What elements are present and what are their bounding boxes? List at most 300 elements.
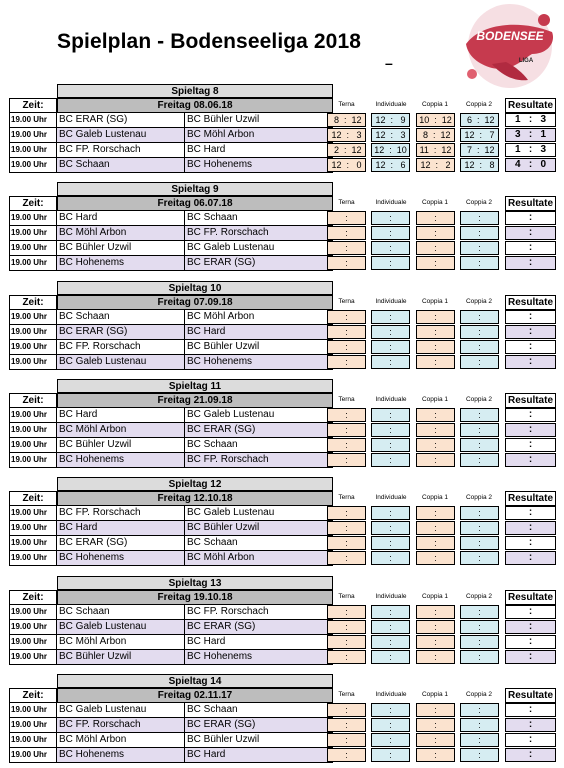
result-score[interactable]: :	[505, 635, 556, 649]
home-team: BC FP. Rorschach	[57, 143, 185, 158]
coppia1-score[interactable]: :	[416, 340, 455, 354]
game-row	[0, 158, 564, 173]
coppia2-score[interactable]: :	[460, 423, 499, 437]
home-team: BC Schaan	[57, 310, 185, 325]
coppia1-score[interactable]: :	[416, 748, 455, 762]
individuale-score[interactable]: :	[371, 506, 410, 520]
game-time: 19.00 Uhr	[9, 453, 57, 468]
home-team: BC Schaan	[57, 605, 185, 620]
game-row	[0, 241, 564, 256]
coppia1-score[interactable]: 12 : 2	[416, 158, 455, 172]
spieltag-header: Spieltag 10	[57, 281, 333, 295]
zeit-header: Zeit:	[9, 393, 57, 408]
coppia1-score[interactable]: :	[416, 256, 455, 270]
terna-score[interactable]: :	[327, 521, 366, 535]
resultate-header: Resultate	[505, 98, 556, 113]
terna-header: Terna	[338, 396, 355, 403]
result-score[interactable]: :	[505, 620, 556, 634]
resultate-header: Resultate	[505, 491, 556, 506]
coppia1-header: Coppia 1	[421, 691, 449, 698]
coppia2-score[interactable]: :	[460, 703, 499, 717]
coppia2-score[interactable]: :	[460, 325, 499, 339]
date-header: Freitag 19.10.18	[57, 590, 333, 605]
game-row	[0, 226, 564, 241]
coppia2-score[interactable]: :	[460, 241, 499, 255]
away-team: BC Möhl Arbon	[185, 551, 333, 566]
home-team: BC Bühler Uzwil	[57, 438, 185, 453]
coppia1-score[interactable]: :	[416, 551, 455, 565]
game-time: 19.00 Uhr	[9, 355, 57, 370]
title-dash: –	[385, 55, 393, 71]
coppia2-score[interactable]: :	[460, 408, 499, 422]
game-row	[0, 635, 564, 650]
game-row	[0, 128, 564, 143]
matchday-block	[0, 281, 564, 375]
coppia1-score[interactable]: :	[416, 226, 455, 240]
home-team: BC FP. Rorschach	[57, 340, 185, 355]
result-score[interactable]: :	[505, 340, 556, 354]
home-team: BC Bühler Uzwil	[57, 650, 185, 665]
individuale-header: Individuale	[375, 494, 407, 501]
coppia1-header: Coppia 1	[421, 101, 449, 108]
away-team: BC Hohenems	[185, 650, 333, 665]
resultate-header: Resultate	[505, 196, 556, 211]
home-team: BC Hard	[57, 521, 185, 536]
terna-score[interactable]: :	[327, 506, 366, 520]
date-header: Freitag 02.11.17	[57, 688, 333, 703]
zeit-header: Zeit:	[9, 295, 57, 310]
away-team: BC Hard	[185, 325, 333, 340]
terna-score[interactable]: :	[327, 211, 366, 225]
individuale-score[interactable]: :	[371, 718, 410, 732]
individuale-header: Individuale	[375, 199, 407, 206]
game-time: 19.00 Uhr	[9, 325, 57, 340]
game-time: 19.00 Uhr	[9, 113, 57, 128]
individuale-score[interactable]: :	[371, 408, 410, 422]
result-score[interactable]: 3 : 1	[505, 128, 556, 142]
result-score[interactable]: :	[505, 536, 556, 550]
home-team: BC Galeb Lustenau	[57, 355, 185, 370]
terna-score[interactable]: :	[327, 453, 366, 467]
individuale-score[interactable]: :	[371, 635, 410, 649]
coppia2-score[interactable]: 12 : 8	[460, 158, 499, 172]
individuale-score[interactable]: :	[371, 620, 410, 634]
game-row	[0, 408, 564, 423]
date-header: Freitag 06.07.18	[57, 196, 333, 211]
individuale-score[interactable]: :	[371, 605, 410, 619]
coppia1-score[interactable]: :	[416, 620, 455, 634]
coppia1-score[interactable]: :	[416, 605, 455, 619]
result-score[interactable]: :	[505, 718, 556, 732]
coppia1-score[interactable]: :	[416, 453, 455, 467]
terna-header: Terna	[338, 101, 355, 108]
coppia2-header: Coppia 2	[465, 396, 493, 403]
terna-score[interactable]: :	[327, 226, 366, 240]
terna-score[interactable]: :	[327, 340, 366, 354]
individuale-score[interactable]: :	[371, 703, 410, 717]
terna-score[interactable]: :	[327, 355, 366, 369]
game-time: 19.00 Uhr	[9, 226, 57, 241]
home-team: BC Hohenems	[57, 256, 185, 271]
home-team: BC Hohenems	[57, 748, 185, 763]
individuale-score[interactable]: :	[371, 355, 410, 369]
away-team: BC Schaan	[185, 703, 333, 718]
game-row	[0, 256, 564, 271]
home-team: BC Hohenems	[57, 453, 185, 468]
coppia1-score[interactable]: :	[416, 703, 455, 717]
result-score[interactable]: :	[505, 521, 556, 535]
resultate-header: Resultate	[505, 295, 556, 310]
result-score[interactable]: :	[505, 733, 556, 747]
coppia2-score[interactable]: :	[460, 438, 499, 452]
game-row	[0, 620, 564, 635]
terna-score[interactable]: 8 : 12	[327, 113, 366, 127]
game-time: 19.00 Uhr	[9, 748, 57, 763]
away-team: BC Hard	[185, 635, 333, 650]
coppia1-score[interactable]: :	[416, 718, 455, 732]
result-score[interactable]: :	[505, 325, 556, 339]
individuale-score[interactable]: :	[371, 748, 410, 762]
terna-score[interactable]: 2 : 12	[327, 143, 366, 157]
coppia2-score[interactable]: :	[460, 506, 499, 520]
game-time: 19.00 Uhr	[9, 408, 57, 423]
home-team: BC Möhl Arbon	[57, 423, 185, 438]
individuale-header: Individuale	[375, 298, 407, 305]
coppia1-score[interactable]: :	[416, 536, 455, 550]
individuale-score[interactable]: :	[371, 241, 410, 255]
date-header: Freitag 08.06.18	[57, 98, 333, 113]
game-time: 19.00 Uhr	[9, 128, 57, 143]
individuale-score[interactable]: 12 : 9	[371, 113, 410, 127]
coppia1-score[interactable]: :	[416, 423, 455, 437]
date-header: Freitag 12.10.18	[57, 491, 333, 506]
away-team: BC ERAR (SG)	[185, 620, 333, 635]
home-team: BC Möhl Arbon	[57, 226, 185, 241]
matchday-block	[0, 477, 564, 571]
coppia2-score[interactable]: :	[460, 635, 499, 649]
coppia1-score[interactable]: :	[416, 355, 455, 369]
home-team: BC Möhl Arbon	[57, 733, 185, 748]
coppia2-score[interactable]: :	[460, 748, 499, 762]
spieltag-header: Spieltag 8	[57, 84, 333, 98]
terna-score[interactable]: :	[327, 310, 366, 324]
away-team: BC Schaan	[185, 438, 333, 453]
zeit-header: Zeit:	[9, 98, 57, 113]
terna-score[interactable]: :	[327, 650, 366, 664]
game-time: 19.00 Uhr	[9, 536, 57, 551]
away-team: BC Galeb Lustenau	[185, 408, 333, 423]
terna-score[interactable]: :	[327, 241, 366, 255]
game-time: 19.00 Uhr	[9, 635, 57, 650]
individuale-header: Individuale	[375, 691, 407, 698]
coppia1-header: Coppia 1	[421, 494, 449, 501]
home-team: BC FP. Rorschach	[57, 506, 185, 521]
result-score[interactable]: 1 : 3	[505, 113, 556, 127]
coppia1-score[interactable]: :	[416, 310, 455, 324]
terna-header: Terna	[338, 199, 355, 206]
game-time: 19.00 Uhr	[9, 605, 57, 620]
resultate-header: Resultate	[505, 393, 556, 408]
individuale-header: Individuale	[375, 396, 407, 403]
individuale-score[interactable]: :	[371, 521, 410, 535]
coppia2-score[interactable]: :	[460, 521, 499, 535]
result-score[interactable]: :	[505, 355, 556, 369]
coppia1-header: Coppia 1	[421, 298, 449, 305]
individuale-score[interactable]: :	[371, 453, 410, 467]
coppia1-score[interactable]: :	[416, 408, 455, 422]
individuale-score[interactable]: :	[371, 211, 410, 225]
away-team: BC FP. Rorschach	[185, 226, 333, 241]
coppia2-header: Coppia 2	[465, 101, 493, 108]
coppia1-header: Coppia 1	[421, 396, 449, 403]
result-score[interactable]: :	[505, 226, 556, 240]
coppia1-score[interactable]: 8 : 12	[416, 128, 455, 142]
home-team: BC Schaan	[57, 158, 185, 173]
individuale-score[interactable]: 12 : 6	[371, 158, 410, 172]
away-team: BC Hard	[185, 748, 333, 763]
coppia2-header: Coppia 2	[465, 298, 493, 305]
result-score[interactable]: :	[505, 650, 556, 664]
logo-subtext: LIGA	[518, 58, 534, 64]
away-team: BC Bühler Uzwil	[185, 340, 333, 355]
game-row	[0, 325, 564, 340]
matchday-block	[0, 84, 564, 178]
game-time: 19.00 Uhr	[9, 158, 57, 173]
game-time: 19.00 Uhr	[9, 241, 57, 256]
coppia2-score[interactable]: :	[460, 551, 499, 565]
terna-score[interactable]: :	[327, 408, 366, 422]
matchday-block	[0, 674, 564, 768]
result-score[interactable]: :	[505, 551, 556, 565]
game-time: 19.00 Uhr	[9, 340, 57, 355]
game-row	[0, 605, 564, 620]
coppia1-score[interactable]: :	[416, 325, 455, 339]
home-team: BC Galeb Lustenau	[57, 703, 185, 718]
result-score[interactable]: :	[505, 506, 556, 520]
resultate-header: Resultate	[505, 590, 556, 605]
terna-score[interactable]: :	[327, 536, 366, 550]
game-row	[0, 423, 564, 438]
game-row	[0, 733, 564, 748]
result-score[interactable]: 4 : 0	[505, 158, 556, 172]
coppia1-score[interactable]: :	[416, 211, 455, 225]
terna-score[interactable]: 12 : 0	[327, 158, 366, 172]
game-row	[0, 718, 564, 733]
zeit-header: Zeit:	[9, 491, 57, 506]
game-row	[0, 521, 564, 536]
coppia2-score[interactable]: :	[460, 226, 499, 240]
coppia1-header: Coppia 1	[421, 199, 449, 206]
terna-score[interactable]: :	[327, 733, 366, 747]
game-row	[0, 143, 564, 158]
terna-score[interactable]: :	[327, 605, 366, 619]
terna-header: Terna	[338, 298, 355, 305]
spieltag-header: Spieltag 14	[57, 674, 333, 688]
terna-header: Terna	[338, 691, 355, 698]
coppia2-header: Coppia 2	[465, 494, 493, 501]
game-row	[0, 113, 564, 128]
individuale-score[interactable]: :	[371, 551, 410, 565]
matchday-block	[0, 576, 564, 670]
home-team: BC Hard	[57, 408, 185, 423]
coppia1-header: Coppia 1	[421, 593, 449, 600]
individuale-score[interactable]: :	[371, 423, 410, 437]
individuale-score[interactable]: :	[371, 226, 410, 240]
matchday-block	[0, 182, 564, 276]
individuale-score[interactable]: :	[371, 733, 410, 747]
terna-score[interactable]: :	[327, 748, 366, 762]
terna-score[interactable]: 12 : 3	[327, 128, 366, 142]
coppia1-score[interactable]: :	[416, 521, 455, 535]
coppia2-score[interactable]: :	[460, 650, 499, 664]
home-team: BC Möhl Arbon	[57, 635, 185, 650]
coppia1-score[interactable]: :	[416, 733, 455, 747]
terna-score[interactable]: :	[327, 703, 366, 717]
terna-score[interactable]: :	[327, 423, 366, 437]
coppia2-score[interactable]: :	[460, 536, 499, 550]
away-team: BC Möhl Arbon	[185, 310, 333, 325]
date-header: Freitag 07.09.18	[57, 295, 333, 310]
spieltag-header: Spieltag 11	[57, 379, 333, 393]
individuale-score[interactable]: 12 : 10	[371, 143, 410, 157]
terna-score[interactable]: :	[327, 256, 366, 270]
home-team: BC ERAR (SG)	[57, 113, 185, 128]
coppia1-score[interactable]: 10 : 12	[416, 113, 455, 127]
game-time: 19.00 Uhr	[9, 256, 57, 271]
home-team: BC Galeb Lustenau	[57, 620, 185, 635]
coppia2-score[interactable]: :	[460, 733, 499, 747]
result-score[interactable]: :	[505, 241, 556, 255]
terna-score[interactable]: :	[327, 620, 366, 634]
game-row	[0, 211, 564, 226]
coppia2-header: Coppia 2	[465, 691, 493, 698]
game-time: 19.00 Uhr	[9, 718, 57, 733]
game-time: 19.00 Uhr	[9, 703, 57, 718]
game-row	[0, 703, 564, 718]
game-time: 19.00 Uhr	[9, 650, 57, 665]
result-score[interactable]: :	[505, 310, 556, 324]
result-score[interactable]: :	[505, 408, 556, 422]
result-score[interactable]: :	[505, 256, 556, 270]
result-score[interactable]: 1 : 3	[505, 143, 556, 157]
game-row	[0, 506, 564, 521]
away-team: BC Hard	[185, 143, 333, 158]
coppia1-score[interactable]: 11 : 12	[416, 143, 455, 157]
bodensee-liga-logo	[452, 2, 560, 94]
coppia1-score[interactable]: :	[416, 650, 455, 664]
terna-score[interactable]: :	[327, 325, 366, 339]
result-score[interactable]: :	[505, 211, 556, 225]
game-time: 19.00 Uhr	[9, 620, 57, 635]
coppia2-score[interactable]: :	[460, 605, 499, 619]
game-row	[0, 340, 564, 355]
coppia2-score[interactable]: :	[460, 355, 499, 369]
coppia2-score[interactable]: :	[460, 718, 499, 732]
coppia2-score[interactable]: :	[460, 256, 499, 270]
individuale-score[interactable]: :	[371, 650, 410, 664]
terna-score[interactable]: :	[327, 438, 366, 452]
coppia2-score[interactable]: :	[460, 310, 499, 324]
result-score[interactable]: :	[505, 423, 556, 437]
coppia2-score[interactable]: 6 : 12	[460, 113, 499, 127]
coppia1-score[interactable]: :	[416, 506, 455, 520]
individuale-score[interactable]: :	[371, 325, 410, 339]
away-team: BC Galeb Lustenau	[185, 506, 333, 521]
game-time: 19.00 Uhr	[9, 423, 57, 438]
terna-header: Terna	[338, 593, 355, 600]
game-row	[0, 438, 564, 453]
home-team: BC ERAR (SG)	[57, 325, 185, 340]
spieltag-header: Spieltag 12	[57, 477, 333, 491]
zeit-header: Zeit:	[9, 590, 57, 605]
game-row	[0, 453, 564, 468]
game-time: 19.00 Uhr	[9, 521, 57, 536]
home-team: BC FP. Rorschach	[57, 718, 185, 733]
away-team: BC FP. Rorschach	[185, 605, 333, 620]
terna-score[interactable]: :	[327, 718, 366, 732]
game-row	[0, 355, 564, 370]
home-team: BC Hohenems	[57, 551, 185, 566]
game-row	[0, 536, 564, 551]
coppia2-score[interactable]: :	[460, 340, 499, 354]
individuale-score[interactable]: :	[371, 340, 410, 354]
individuale-score[interactable]: :	[371, 536, 410, 550]
coppia2-score[interactable]: :	[460, 453, 499, 467]
game-row	[0, 310, 564, 325]
coppia2-score[interactable]: :	[460, 211, 499, 225]
home-team: BC Hard	[57, 211, 185, 226]
away-team: BC Bühler Uzwil	[185, 113, 333, 128]
coppia2-score[interactable]: 7 : 12	[460, 143, 499, 157]
individuale-score[interactable]: 12 : 3	[371, 128, 410, 142]
home-team: BC Bühler Uzwil	[57, 241, 185, 256]
away-team: BC Galeb Lustenau	[185, 241, 333, 256]
result-score[interactable]: :	[505, 605, 556, 619]
coppia1-score[interactable]: :	[416, 635, 455, 649]
result-score[interactable]: :	[505, 453, 556, 467]
result-score[interactable]: :	[505, 748, 556, 762]
coppia2-header: Coppia 2	[465, 199, 493, 206]
individuale-score[interactable]: :	[371, 438, 410, 452]
coppia2-header: Coppia 2	[465, 593, 493, 600]
away-team: BC Möhl Arbon	[185, 128, 333, 143]
away-team: BC Hohenems	[185, 355, 333, 370]
individuale-header: Individuale	[375, 101, 407, 108]
individuale-score[interactable]: :	[371, 256, 410, 270]
individuale-score[interactable]: :	[371, 310, 410, 324]
home-team: BC ERAR (SG)	[57, 536, 185, 551]
result-score[interactable]: :	[505, 703, 556, 717]
coppia2-score[interactable]: :	[460, 620, 499, 634]
resultate-header: Resultate	[505, 688, 556, 703]
game-row	[0, 551, 564, 566]
coppia2-score[interactable]: 12 : 7	[460, 128, 499, 142]
coppia1-score[interactable]: :	[416, 438, 455, 452]
result-score[interactable]: :	[505, 438, 556, 452]
away-team: BC Hohenems	[185, 158, 333, 173]
terna-score[interactable]: :	[327, 635, 366, 649]
terna-header: Terna	[338, 494, 355, 501]
game-time: 19.00 Uhr	[9, 506, 57, 521]
coppia1-score[interactable]: :	[416, 241, 455, 255]
spieltag-header: Spieltag 13	[57, 576, 333, 590]
game-time: 19.00 Uhr	[9, 733, 57, 748]
game-time: 19.00 Uhr	[9, 551, 57, 566]
game-time: 19.00 Uhr	[9, 310, 57, 325]
game-time: 19.00 Uhr	[9, 438, 57, 453]
away-team: BC FP. Rorschach	[185, 453, 333, 468]
terna-score[interactable]: :	[327, 551, 366, 565]
